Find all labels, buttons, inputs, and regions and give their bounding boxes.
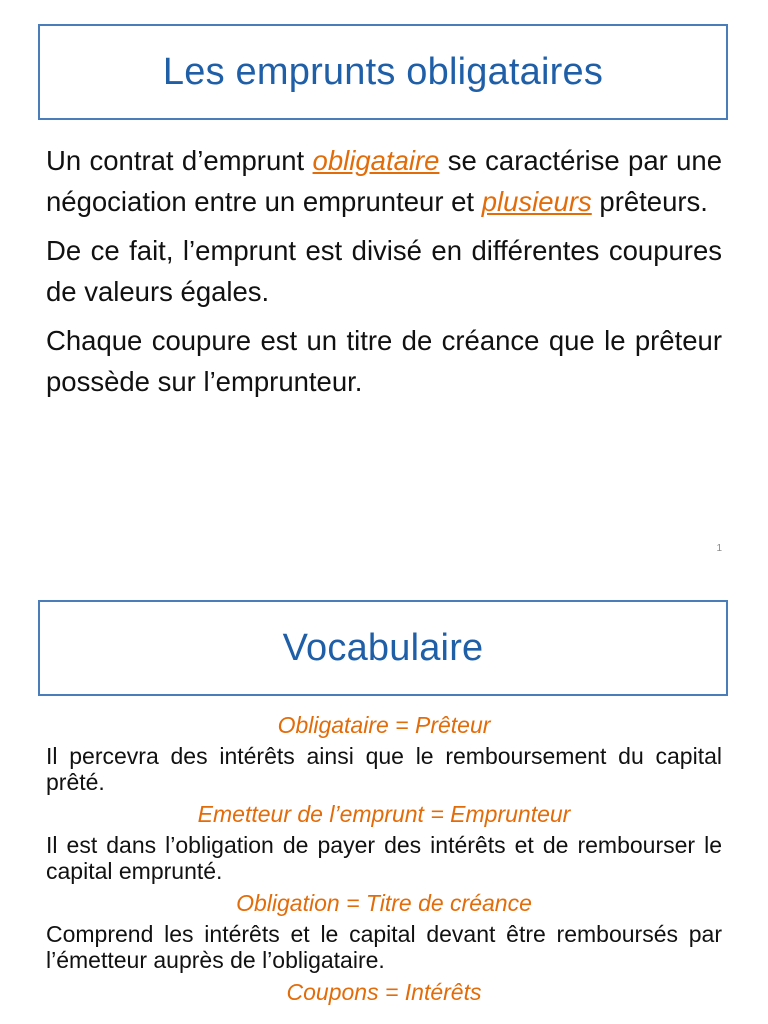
vocab-term: Emetteur de l’emprunt = Emprunteur xyxy=(197,801,571,827)
vocab-definition: Comprend les intérêts et le capital devant être remboursés par l’émetteur auprès de l’obligataire. xyxy=(46,921,722,973)
paragraph-contrat xyxy=(46,140,722,222)
slide-1-title: Les emprunts obligataires xyxy=(162,50,604,93)
vocab-term: Obligataire = Prêteur xyxy=(277,712,491,738)
paragraph-contrat-text-2: se caractérise par une négociation entre un emprunteur et xyxy=(46,145,722,217)
slide-number: 1 xyxy=(716,543,722,554)
highlight-plusieurs: plusieurs xyxy=(481,186,592,217)
paragraph-contrat-text-3: prêteurs. xyxy=(591,186,708,217)
slide-2 xyxy=(0,578,768,1024)
vocab-definition: Il est dans l’obligation de payer des intérêts et de rembourser le capital emprunté. xyxy=(46,832,722,884)
slide-2-title: Vocabulaire xyxy=(282,626,484,669)
slide-2-title-box xyxy=(38,600,728,696)
paragraph-coupures: De ce fait, l’emprunt est divisé en différentes coupures de valeurs égales. xyxy=(46,235,722,307)
paragraph-titre-creance: Chaque coupure est un titre de créance que le prêteur possède sur l’emprunteur. xyxy=(46,325,722,397)
vocab-term: Obligation = Titre de créance xyxy=(236,890,532,916)
highlight-obligataire: obligataire xyxy=(312,145,440,176)
slide-1-title-box xyxy=(38,24,728,120)
vocab-definition: Il percevra des intérêts ainsi que le remboursement du capital prêté. xyxy=(46,743,722,795)
vocab-term: Coupons = Intérêts xyxy=(286,979,482,1005)
paragraph-contrat-text-1: Un contrat d’emprunt xyxy=(46,145,313,176)
vocabulary-list xyxy=(46,708,722,1010)
slide-1-body xyxy=(46,140,722,410)
